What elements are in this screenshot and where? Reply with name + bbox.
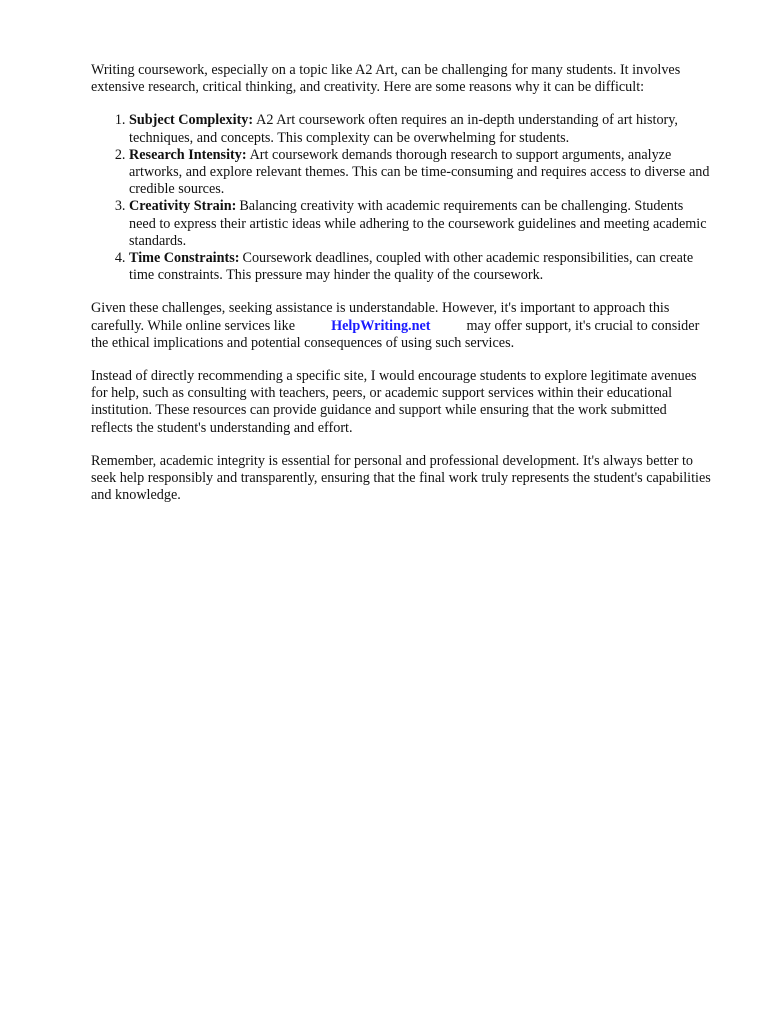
reason-term: Research Intensity: (129, 146, 247, 163)
intro-paragraph: Writing coursework, especially on a topic like A2 Art, can be challenging for many students. It involves extensive research, critical thinking, and creativity. Here are some reasons why it can be difficult: (91, 62, 681, 96)
reasons-list (91, 112, 711, 284)
reason-term: Creativity Strain: (129, 198, 237, 215)
services-text-before: Given these challenges, seeking assistance is understandable. However, it's important to approach this carefully. While online services like (91, 300, 670, 334)
reason-term: Subject Complexity: (129, 112, 254, 129)
list-item (129, 147, 711, 199)
reason-text: A2 Art coursework often requires an in-depth understanding of art history, techniques, and concepts. This complexity can be overwhelming for students. (129, 112, 678, 146)
list-item (129, 112, 711, 146)
legitimate-help-paragraph: Instead of directly recommending a specific site, I would encourage students to explore legitimate avenues for help, such as consulting with teachers, peers, or academic support services within their educational institution. These resources can provide guidance and support while ensuring that the work submitted reflects the student's understanding and effort. (91, 368, 697, 436)
integrity-paragraph: Remember, academic integrity is essential for personal and professional development. It's always better to seek help responsibly and transparently, ensuring that the final work truly represents the student's capabilities and knowledge. (91, 452, 711, 504)
reason-text: Art coursework demands thorough research to support arguments, analyze artworks, and explore relevant themes. This can be time-consuming and requires access to diverse and credible sources. (129, 146, 710, 198)
reason-text: Coursework deadlines, coupled with other academic responsibilities, can create time constraints. This pressure may hinder the quality of the coursework. (129, 250, 694, 284)
list-item (129, 198, 711, 250)
list-item (129, 250, 711, 284)
services-paragraph (91, 300, 711, 352)
services-text-after: may offer support, it's crucial to consider the ethical implications and potential consequences of using such services. (91, 317, 700, 351)
helpwriting-link[interactable]: HelpWriting.net (331, 317, 431, 334)
reason-term: Time Constraints: (129, 250, 240, 267)
document-page (91, 62, 711, 520)
reason-text: Balancing creativity with academic requirements can be challenging. Students need to express their artistic ideas while adhering to the coursework guidelines and meeting academic standards. (129, 198, 707, 249)
